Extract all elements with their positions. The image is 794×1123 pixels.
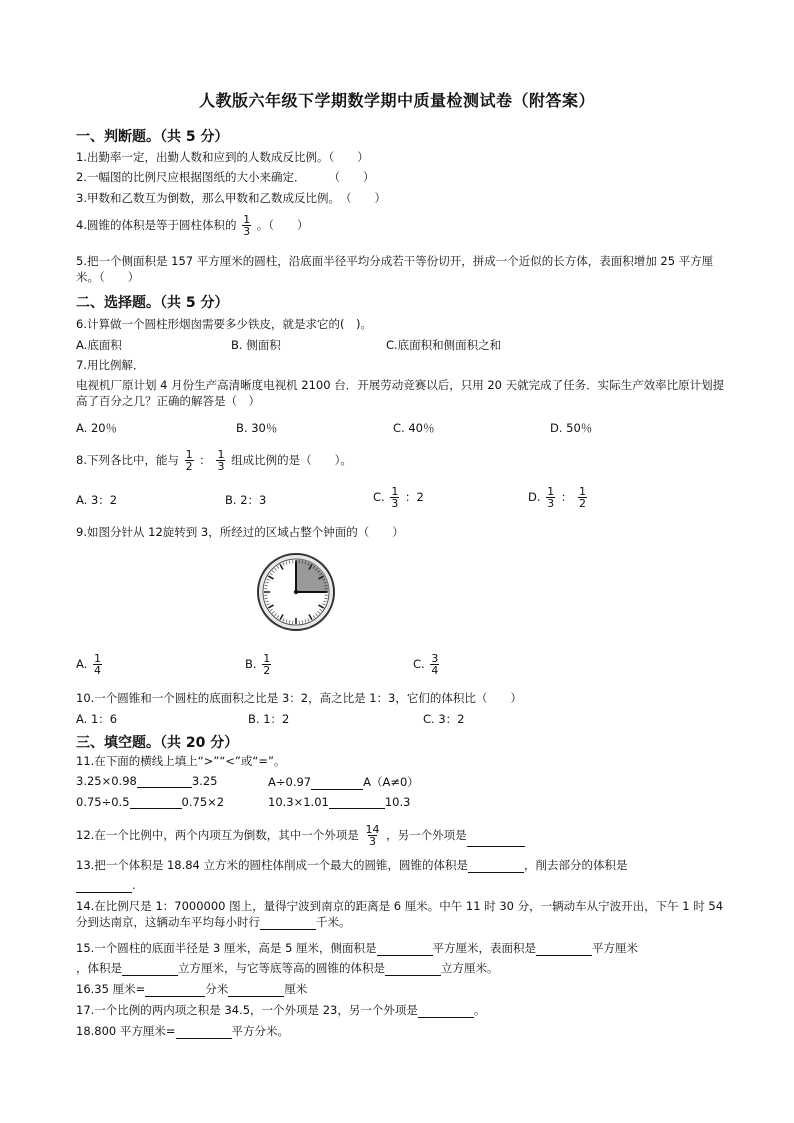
clock-figure (256, 552, 336, 632)
question-9: 9.如图分针从 12旋转到 3，所经过的区域占整个钟面的（ ） (76, 525, 404, 539)
q8-option-a: A. 3：2 (76, 493, 118, 507)
clock-center (294, 590, 298, 594)
q6-option-a: A.底面积 (76, 338, 122, 352)
question-15-cont: ，体积是 立方厘米，与它等底等高的圆锥的体积是 立方厘米。 (76, 961, 499, 975)
q10-option-a: A. 1：6 (76, 712, 118, 726)
answer-blank[interactable] (329, 796, 385, 809)
fraction-one-third: $\frac{1}{3}$ (243, 213, 251, 238)
section-judge: 一、判断题。（共 5 分） (76, 129, 229, 145)
ratio-colon: ： (199, 453, 211, 467)
fraction-one-quarter: $\frac{1}{4}$ (93, 652, 101, 677)
question-3: 3.甲数和乙数互为倒数，那么甲数和乙数成反比例。 （ ） (76, 191, 386, 205)
answer-blank[interactable] (311, 777, 363, 790)
answer-blank[interactable] (468, 860, 524, 873)
fraction-one-third: $\frac{1}{3}$ (391, 485, 399, 510)
answer-blank[interactable] (130, 796, 182, 809)
q7-option-a: A. 20％ (76, 421, 118, 435)
q7-option-b: B. 30％ (236, 421, 278, 435)
q6-option-b: B. 侧面积 (231, 338, 281, 352)
fraction-one-half: $\frac{1}{2}$ (263, 652, 271, 677)
answer-blank[interactable] (467, 834, 525, 847)
q7-option-c: C. 40％ (393, 421, 435, 435)
question-18: 18.800 平方厘米= 平方分米。 (76, 1024, 290, 1038)
question-8 (76, 449, 726, 472)
question-7: 7.用比例解． (76, 358, 145, 372)
q11-item-a: 3.25×0.98 3.25 (76, 774, 218, 788)
q8-option-d: D. $\frac{1}{3}$ ： $\frac{1}{2}$ (528, 485, 586, 510)
answer-blank[interactable] (137, 775, 192, 788)
section-fill: 三、填空题。（共 20 分） (76, 735, 239, 751)
question-17: 17.一个比例的两内项之积是 34.5，一个外项是 23，另一个外项是 。 (76, 1003, 486, 1017)
q8-option-b: B. 2：3 (225, 493, 267, 507)
question-13: 13.把一个体积是 18.84 立方米的圆柱体削成一个最大的圆锥，圆锥的体积是 ，削去部分的体积是 (76, 858, 628, 872)
clock-shaded-sector (296, 559, 329, 592)
q11-item-c: 0.75÷0.5 0.75×2 (76, 795, 225, 809)
question-7-text: 电视机厂原计划 4 月份生产高清晰度电视机 2100 台．开展劳动竞赛以后，只用 20 天就完成了任务．实际生产效率比原计划提高了百分之几？正确的解答是（ ） (76, 378, 725, 408)
question-12: 12.在一个比例中，两个内项互为倒数，其中一个外项是 $\frac{14}{3}$ ，另一个外项是 (76, 824, 726, 847)
question-1: 1.出勤率一定，出勤人数和应到的人数成反比例。（ ） (76, 150, 369, 164)
question-8-text: 8.下列各比中，能与 (76, 453, 179, 467)
answer-blank[interactable] (536, 943, 592, 956)
answer-blank[interactable] (418, 1005, 474, 1018)
q11-item-d: 10.3×1.01 10.3 (268, 795, 411, 809)
q10-option-c: C. 3：2 (423, 712, 465, 726)
answer-blank[interactable] (122, 963, 178, 976)
fraction-three-quarters: $\frac{3}{4}$ (431, 652, 439, 677)
question-14: 14.在比例尺是 1：7000000 图上，量得宁波到南京的距离是 6 厘米。中午 11 时 30 分，一辆动车从宁波开出，下午 1 时 54 分到达南京，这辆动车平均每小时行 千米。 (76, 899, 724, 929)
answer-blank[interactable] (145, 984, 205, 997)
q7-option-d: D. 50％ (550, 421, 593, 435)
question-5: 5.把一个侧面积是 157 平方厘米的圆柱，沿底面半径平均分成若干等份切开，拼成一个近似的长方体，表面积增加 25 平方厘米。（ ） (76, 254, 714, 284)
answer-blank[interactable] (176, 1026, 232, 1039)
q6-option-c: C.底面积和侧面积之和 (386, 338, 502, 352)
question-10: 10.一个圆锥和一个圆柱的底面积之比是 3：2，高之比是 1：3，它们的体积比（ ） (76, 691, 522, 705)
question-2: 2.一幅图的比例尺应根据图纸的大小来确定． （ ） (76, 170, 375, 184)
q10-option-b: B. 1：2 (248, 712, 290, 726)
question-4-tail: 。（ ） (256, 218, 309, 232)
fraction-fourteen-thirds: $\frac{14}{3}$ (365, 823, 380, 848)
fraction-one-third: $\frac{1}{3}$ (547, 485, 555, 510)
answer-blank[interactable] (377, 943, 433, 956)
answer-blank[interactable] (76, 880, 132, 893)
fraction-one-half: $\frac{1}{2}$ (578, 485, 586, 510)
question-4 (76, 214, 726, 237)
q8-option-c: C. $\frac{1}{3}$ ：2 (373, 485, 424, 510)
question-13-cont: . (76, 877, 726, 893)
fraction-one-half: $\frac{1}{2}$ (185, 448, 193, 473)
question-11: 11.在下面的横线上填上“>”“<”或“=”。 (76, 754, 286, 768)
q11-item-b: A÷0.97 A（A≠0） (268, 775, 419, 789)
question-15: 15.一个圆柱的底面半径是 3 厘米，高是 5 厘米，侧面积是 平方厘米，表面积是 平方厘米 (76, 941, 639, 955)
q9-option-a: A. $\frac{1}{4}$ (76, 652, 101, 677)
question-6: 6.计算做一个圆柱形烟囱需要多少铁皮，就是求它的( )。 (76, 317, 372, 331)
q9-option-c: C. $\frac{3}{4}$ (413, 652, 439, 677)
question-8-tail: 组成比例的是（ ）。 (231, 453, 352, 467)
answer-blank[interactable] (260, 917, 316, 930)
fraction-one-third: $\frac{1}{3}$ (217, 448, 225, 473)
answer-blank[interactable] (385, 963, 441, 976)
q9-option-b: B. $\frac{1}{2}$ (245, 652, 271, 677)
question-16: 16.35 厘米= 分米 厘米 (76, 982, 308, 996)
answer-blank[interactable] (228, 984, 284, 997)
section-choice: 二、选择题。（共 5 分） (76, 295, 229, 311)
question-4-text: 4.圆锥的体积是等于圆柱体积的 (76, 218, 237, 232)
exam-title: 人教版六年级下学期数学期中质量检测试卷（附答案） (198, 91, 595, 110)
